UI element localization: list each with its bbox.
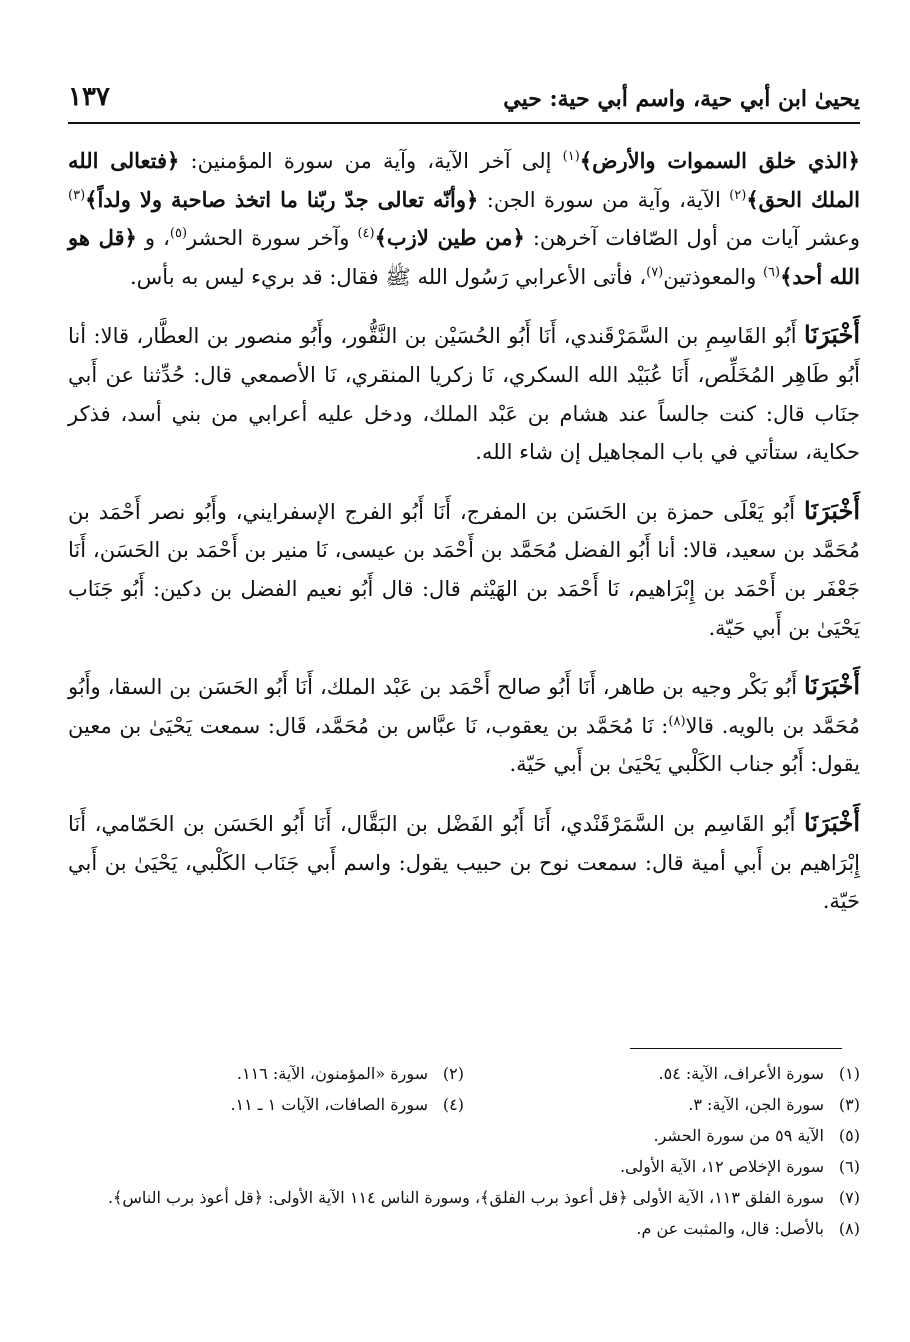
text-run: أَبُو القَاسِم بن السَّمَرْقَنْدي، أَنَا أَبُو الفَضْل بن البَقَّال، أَنَا أَبُو الحَسَن بن الحَمّامي، أَنَا إِبْرَاهيم بن أَبي أمية قال: سمعت نوح بن حبيب يقول: واسم أَبي جَنَاب الكَلْبي، يَحْيَىٰ بن أَبي حَيّة.	[68, 811, 860, 914]
text-run: : نَا مُحَمَّد بن يعقوب، نَا عبَّاس بن مُحَمَّد، قَال: سمعت يَحْيَىٰ بن معين يقول: أَبُو جناب الكَلْبي يَحْيَىٰ بن أَبي حَيّة.	[68, 713, 860, 777]
main-text	[68, 142, 860, 941]
text-run: والمعوذتين	[663, 264, 763, 289]
footnote-7	[68, 1182, 860, 1213]
quran-quote: ﴿الذي خلق السموات والأرض﴾	[579, 148, 860, 173]
footnote-text: الآية ٥٩ من سورة الحشر.	[653, 1126, 824, 1145]
running-title: يحيىٰ ابن أبي حية، واسم أبي حية: حيي	[503, 86, 860, 112]
footnote-1	[464, 1058, 860, 1089]
footnote-ref: (٥)	[169, 226, 188, 242]
footnote-number: (٧)	[838, 1188, 860, 1207]
text-run: ، فأتى الأعرابي رَسُول الله ﷺ فقال: قد بريء ليس به بأس.	[129, 264, 647, 289]
footnote-ref: (٣)	[68, 187, 86, 203]
footnote-separator	[630, 1048, 842, 1049]
footnote-2	[68, 1058, 464, 1089]
text-run: إلى آخر الآية، وآية من سورة المؤمنين:	[179, 149, 563, 173]
akhbarana-keyword: أَخْبَرَنَا	[804, 320, 860, 350]
text-run: ، و	[136, 226, 170, 251]
text-run: أَبُو يَعْلَى حمزة بن الحَسَن بن المفرج، أَنَا أَبُو الفرج الإسفرايني، وأَبُو نصر أَحْمَد بن مُحَمَّد بن سعيد، قالا: أنا أَبُو الفضل مُحَمَّد بن أَحْمَد بن عيسى، نَا منير بن أَحْمَد بن الحَسَن، أَنَا جَعْفَر بن أَحْمَد بن إِبْرَاهيم، نَا أَحْمَد بن الهَيْثم قال: قال أَبُو نعيم الفضل بن دكين: أَبُو جَنَاب يَحْيَىٰ بن أَبي حَيّة.	[68, 499, 860, 640]
footnote-ref: (١)	[562, 149, 580, 164]
text-run: وعشر آيات من أول الصّافات آخرهن:	[524, 226, 860, 251]
footnote-number: (٤)	[442, 1095, 464, 1114]
footnote-8	[68, 1213, 860, 1244]
footnote-number: (٢)	[442, 1064, 464, 1083]
footnote-6	[68, 1151, 860, 1182]
footnote-text: سورة «المؤمنون، الآية: ١١٦.	[236, 1064, 428, 1083]
footnote-4	[68, 1089, 464, 1120]
footnote-text: بالأصل: قال، والمثبت عن م.	[636, 1219, 824, 1238]
footnote-5	[68, 1120, 860, 1151]
akhbarana-keyword: أَخْبَرَنَا	[804, 807, 860, 837]
akhbarana-keyword: أَخْبَرَنَا	[804, 495, 860, 525]
text-run: أَبُو القَاسِمِ بن السَّمَرْقَندي، أَنَا أَبُو الحُسَيْن بن النَّقُّور، وأَبُو منصور بن العطَّار، قالا: أنا أَبُو طَاهِر المُخَلِّص، أَنَا عُبَيْد الله السكري، نَا زكريا المنقري، نَا الأصمعي قال: حُدِّثنا عن أَبي جنَاب قال: كنت جالساً عند هشام بن عَبْد الملك، ودخل عليه أعرابي من بني أسد، فذكر حكاية، ستأتي في باب المجاهيل إن شاء الله.	[68, 324, 860, 465]
footnote-number: (٣)	[838, 1095, 860, 1114]
quran-quote: ﴿من طين لازب﴾	[374, 225, 525, 251]
footnote-3	[464, 1089, 860, 1120]
footnote-number: (٥)	[838, 1126, 860, 1145]
footnote-text: سورة الأعراف، الآية: ٥٤.	[658, 1064, 824, 1083]
akhbarana-keyword: أَخْبَرَنَا	[804, 671, 860, 701]
paragraph	[68, 804, 860, 921]
page-number: ١٣٧	[68, 82, 110, 112]
footnote-text: سورة الصافات، الآيات ١ ـ ١١.	[230, 1095, 428, 1114]
footnote-ref: (٨)	[668, 713, 686, 729]
text-run: وآخر سورة الحشر	[187, 226, 358, 251]
footnote-ref: (٧)	[646, 264, 664, 280]
paragraph	[68, 492, 860, 647]
footnotes	[68, 1058, 860, 1244]
text-run: الآية، وآية من سورة الجن:	[478, 187, 730, 212]
paragraph	[68, 667, 860, 784]
quran-quote: ﴿وأنّه تعالى جدّ ربّنا ما اتخذ صاحبة ولا ولداً﴾	[85, 186, 479, 212]
footnote-number: (١)	[838, 1064, 860, 1083]
quran-quote: ﴿فتعالى الله الملك الحق﴾	[68, 148, 860, 212]
footnote-number: (٦)	[838, 1157, 860, 1176]
footnote-ref: (٢)	[729, 187, 747, 203]
paragraph	[68, 142, 860, 296]
paragraph	[68, 316, 860, 471]
footnote-ref: (٦)	[762, 264, 781, 280]
footnote-ref: (٤)	[357, 226, 375, 242]
page-header	[68, 82, 860, 122]
footnote-text: سورة الفلق ١١٣، الآية الأولى ﴿قل أعوذ برب الفلق﴾، وسورة الناس ١١٤ الآية الأولى: ﴿قل أعوذ برب الناس﴾.	[107, 1188, 824, 1207]
header-rule	[68, 122, 860, 124]
quran-quote: ﴿قل هو الله أحد﴾	[68, 225, 860, 289]
footnote-text: سورة الإخلاص ١٢، الآية الأولى.	[619, 1157, 824, 1176]
footnote-number: (٨)	[838, 1219, 860, 1238]
footnote-text: سورة الجن، الآية: ٣.	[688, 1095, 824, 1114]
text-run: أَبُو بَكْر وجيه بن طاهر، أَنَا أَبُو صالح أَحْمَد بن عَبْد الملك، أَنَا أَبُو الحَسَن بن السقا، وأَبُو مُحَمَّد بن بالويه. قالا	[68, 675, 860, 738]
